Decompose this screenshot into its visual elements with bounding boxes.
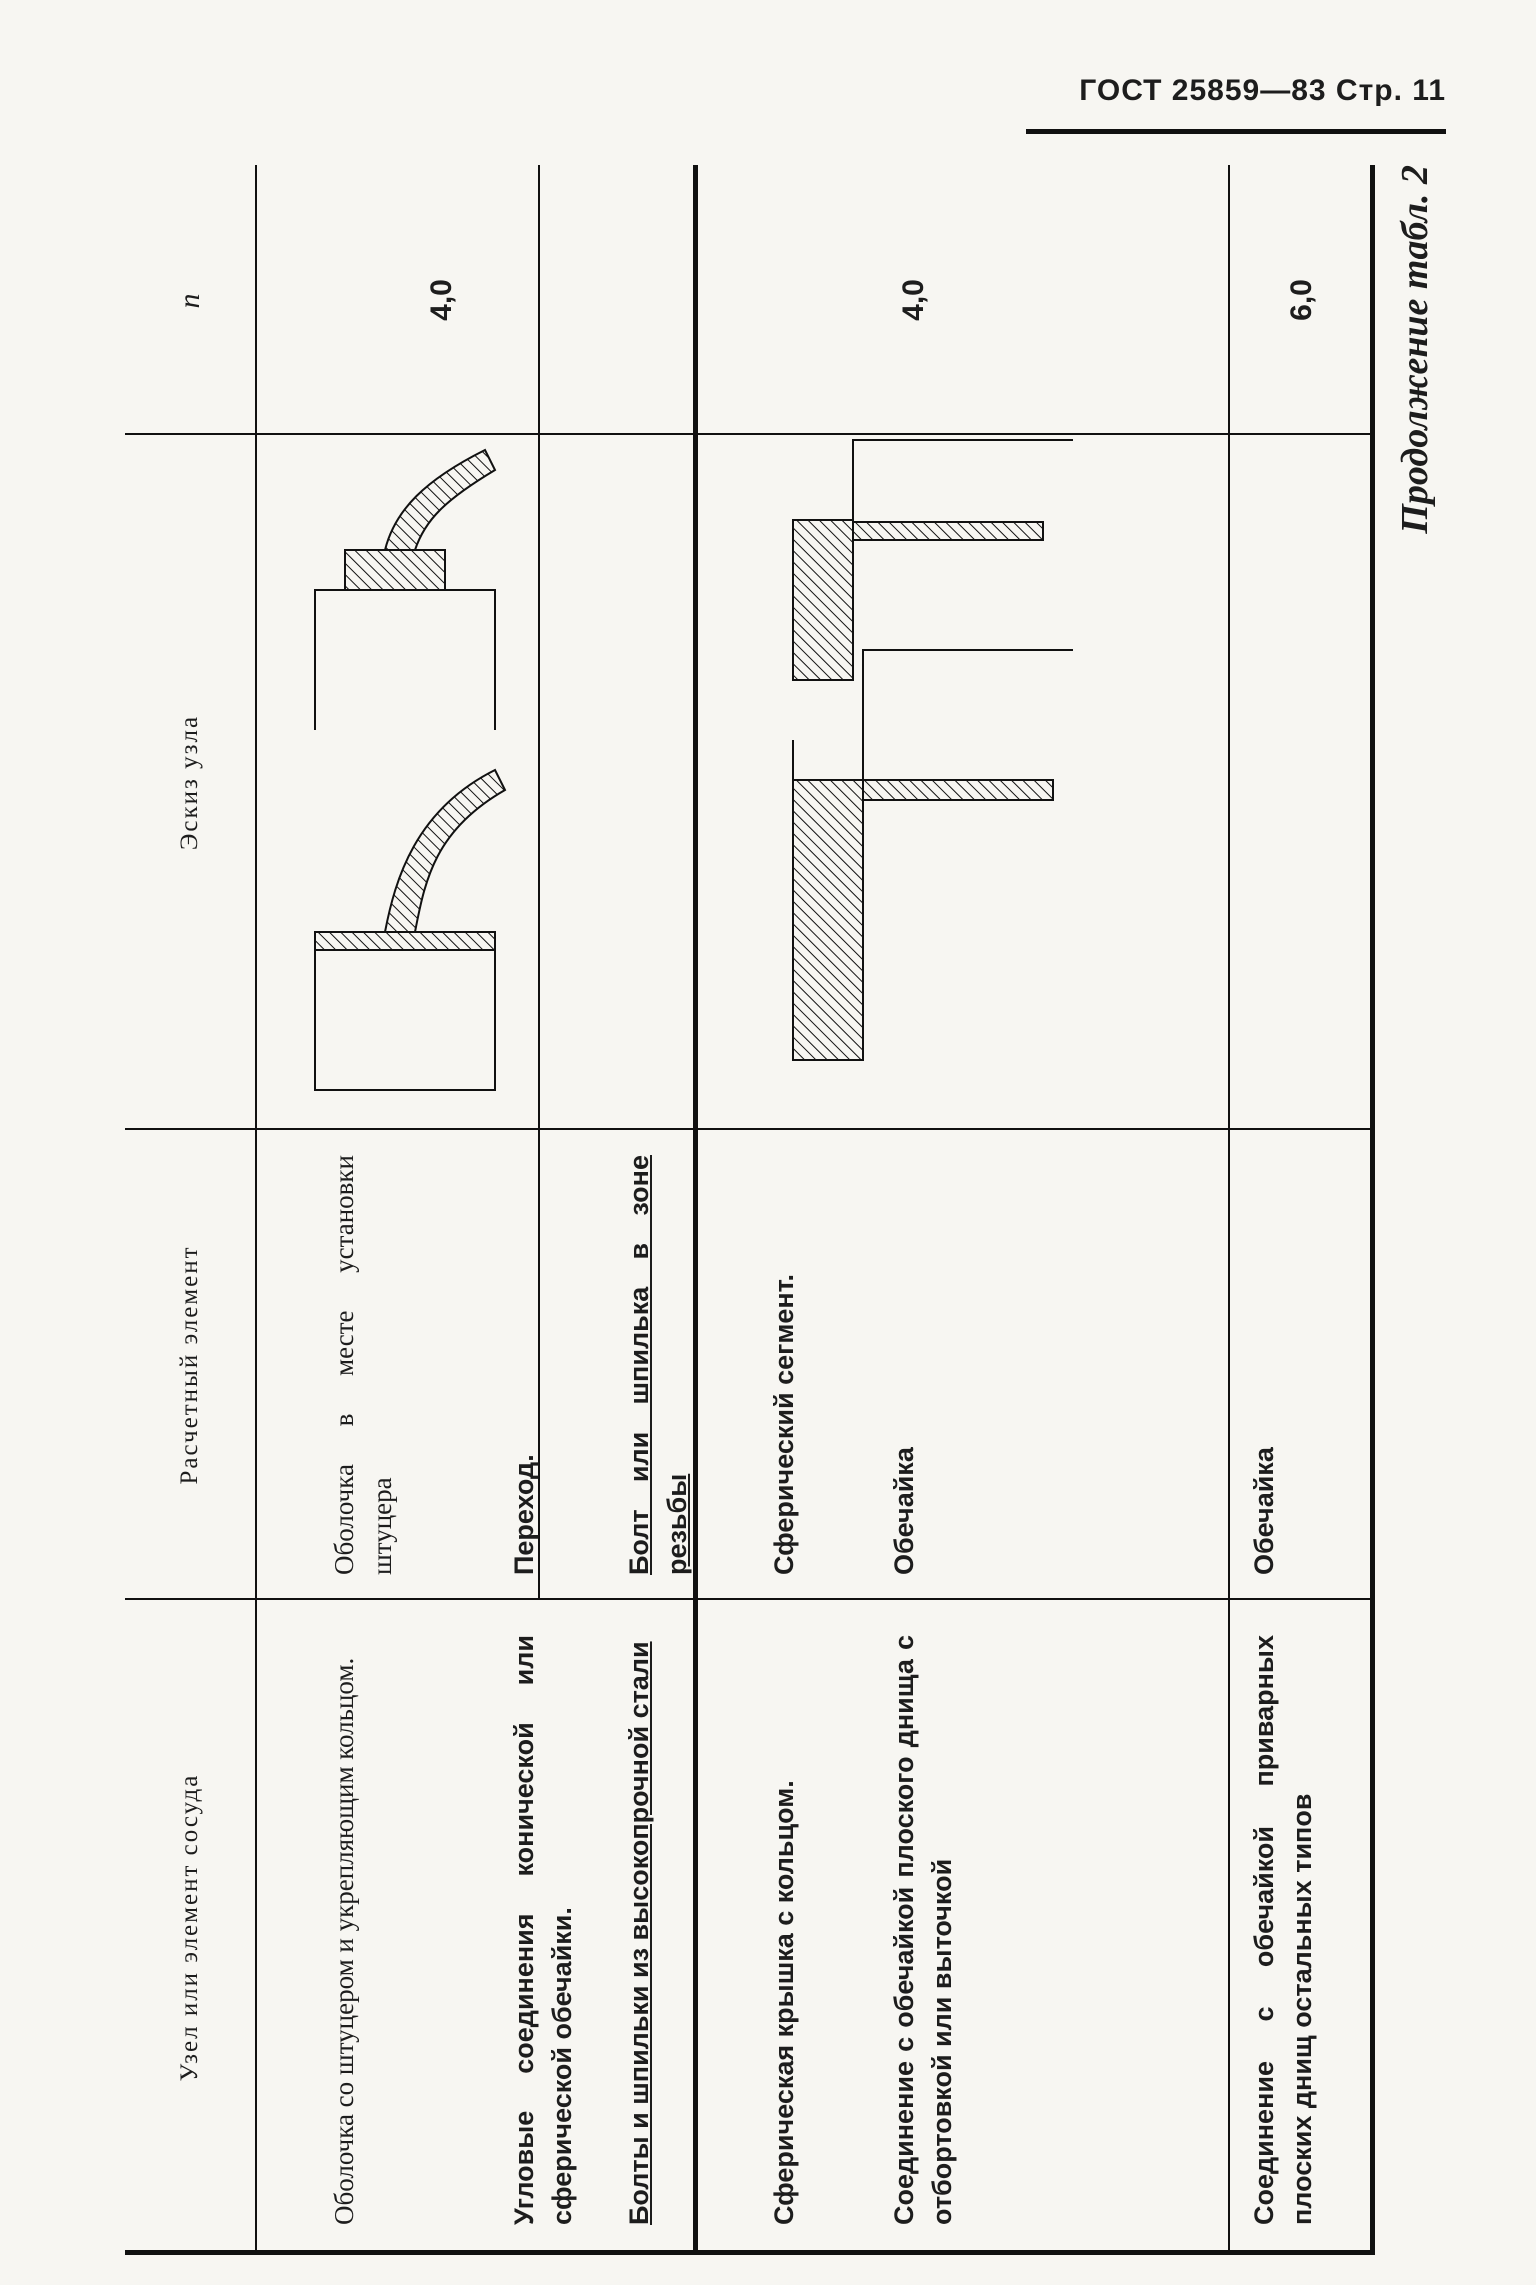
sketch-nozzle-ring [255, 435, 695, 1130]
row-4-element: Сферический сегмент. [769, 1273, 799, 1575]
row-4-node: Сферическая крышка с кольцом. [769, 1780, 799, 2225]
sketch-flat-head [693, 435, 1233, 1130]
header-node: Узел или элемент сосуда [176, 1773, 203, 2082]
standard-page-number: ГОСТ 25859—83 Стр. 11 [1079, 74, 1446, 107]
row-3-element: Болт или шпилька в зоне резьбы [624, 1155, 692, 1575]
rotated-table [125, 165, 1451, 2255]
row-4-n: 4,0 [897, 279, 930, 321]
row-6-element: Обечайка [1249, 1447, 1279, 1575]
row-5-element: Обечайка [889, 1447, 919, 1575]
row-2-node: Угловые соединения конической или сферической обечайки. [509, 1635, 577, 2225]
row-1-node: Оболочка со штуцером и укрепляющим кольцом. [329, 1657, 359, 2225]
column-divider-1 [125, 1598, 1370, 1600]
row-2-element: Переход. [509, 1454, 539, 1575]
page-header [1026, 74, 1446, 134]
row-6-n: 6,0 [1285, 279, 1318, 321]
table-caption: Продолжение табл. 2 [1394, 165, 1436, 534]
header-element: Расчетный элемент [176, 1245, 203, 1485]
header-rule [1026, 129, 1446, 134]
row-6-node: Соединение с обечайкой приварных плоских днищ остальных типов [1249, 1635, 1317, 2225]
table-left-border [125, 2250, 1370, 2255]
header-n: n [173, 291, 206, 309]
row-3-node: Болты и шпильки из высокопрочной стали [624, 1641, 654, 2225]
row-5-node: Соединение с обечайкой плоского днища с отбортовкой или выточкой [889, 1635, 957, 2225]
table-top-border [1370, 165, 1375, 2255]
header-sketch: Эскиз узла [176, 714, 203, 851]
row-1-element: Оболочка в месте установки штуцера [329, 1155, 397, 1575]
row-1-n: 4,0 [425, 279, 458, 321]
